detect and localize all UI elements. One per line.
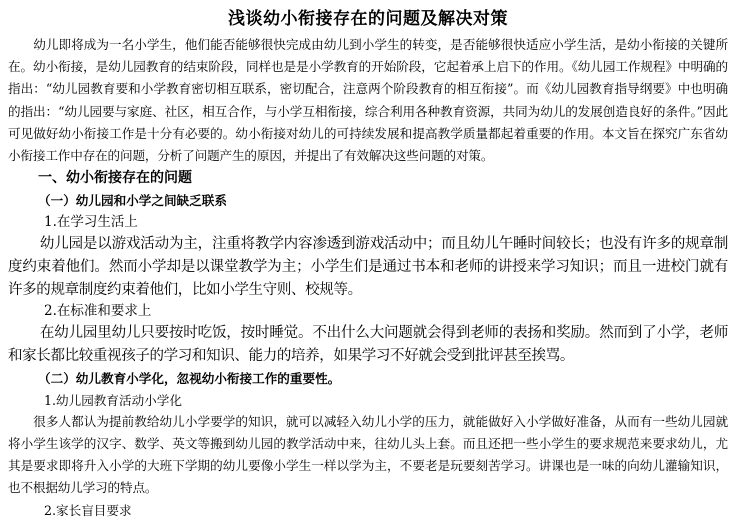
document-title: 浅谈幼小衔接存在的问题及解决对策	[228, 9, 508, 29]
document-page	[8, 8, 728, 521]
item-heading-study-life: 1.在学习生活上	[44, 214, 138, 231]
section-heading-problems: 一、幼小衔接存在的问题	[38, 170, 192, 187]
paragraph-kindergarten-activities: 很多人都认为提前教给幼儿小学要学的知识，就可以减轻入幼儿小学的压力，就能做好入小学做好准备，从而有一些幼儿园就将小学生该学的汉字、数学、英文等搬到幼儿园的教学活动中来，往幼儿头上套。而且还把一些小学生的要求规范来要求幼儿，尤其是要求即将升入小学的大班下学期的幼儿要像小学生一样以学为主，不要老是玩要刻苦学习。讲课也是一味的向幼儿灌输知识，也不根据幼儿学习的特点。	[8, 413, 728, 496]
subsection-heading-lack-of-contact: （一）幼儿园和小学之间缺乏联系	[38, 193, 227, 209]
subsection-heading-primary-school-tendency: （二）幼儿教育小学化，忽视幼小衔接工作的重要性。	[38, 370, 341, 386]
paragraph-standards: 在幼儿园里幼儿只要按时吃饭，按时睡觉。不出什么大问题就会得到老师的表扬和奖励。然而到了小学，老师和家长都比较重视孩子的学习和知识、能力的培养，如果学习不好就会受到批评甚至挨骂。	[8, 325, 728, 365]
intro-paragraph: 幼儿即将成为一名小学生，他们能否能够很快完成由幼儿到小学生的转变，是否能够很快适应小学生活，是幼小衔接的关键所在。幼小衔接，是幼儿园教育的结束阶段，同样也是是小学教育的开始阶段，它起着承上启下的作用。《幼儿园工作规程》中明确的指出：“幼儿园教育要和小学教育密切相互联系，密切配合，注意两个阶段教育的相互衔接”。而《幼儿园教育指导纲要》中也明确的指出：“幼儿园要与家庭、社区，相互合作，与小学互相衔接，综合利用各种教育资源，共同为幼儿的发展创造良好的条件。”因此可见做好幼小衔接工作是十分有必要的。幼小衔接对幼儿的可持续发展和提高教学质量都起着重要的作用。本文旨在探究广东省幼小衔接工作中存在的问题，分析了问题产生的原因，并提出了有效解决这些问题的对策。	[8, 37, 728, 164]
paragraph-study-life: 幼儿园是以游戏活动为主，注重将教学内容渗透到游戏活动中；而且幼儿午睡时间较长；也没有许多的规章制度约束着他们。然而小学却是以课堂教学为主；小学生们是通过书本和老师的讲授来学习知识；而且一进校门就有许多的规章制度约束着他们，比如小学生守则、校规等。	[8, 236, 728, 298]
item-heading-parents-demands: 2.家长盲目要求	[44, 502, 132, 518]
item-heading-kindergarten-activities: 1.幼儿园教育活动小学化	[44, 392, 182, 408]
item-heading-standards: 2.在标准和要求上	[44, 303, 152, 320]
